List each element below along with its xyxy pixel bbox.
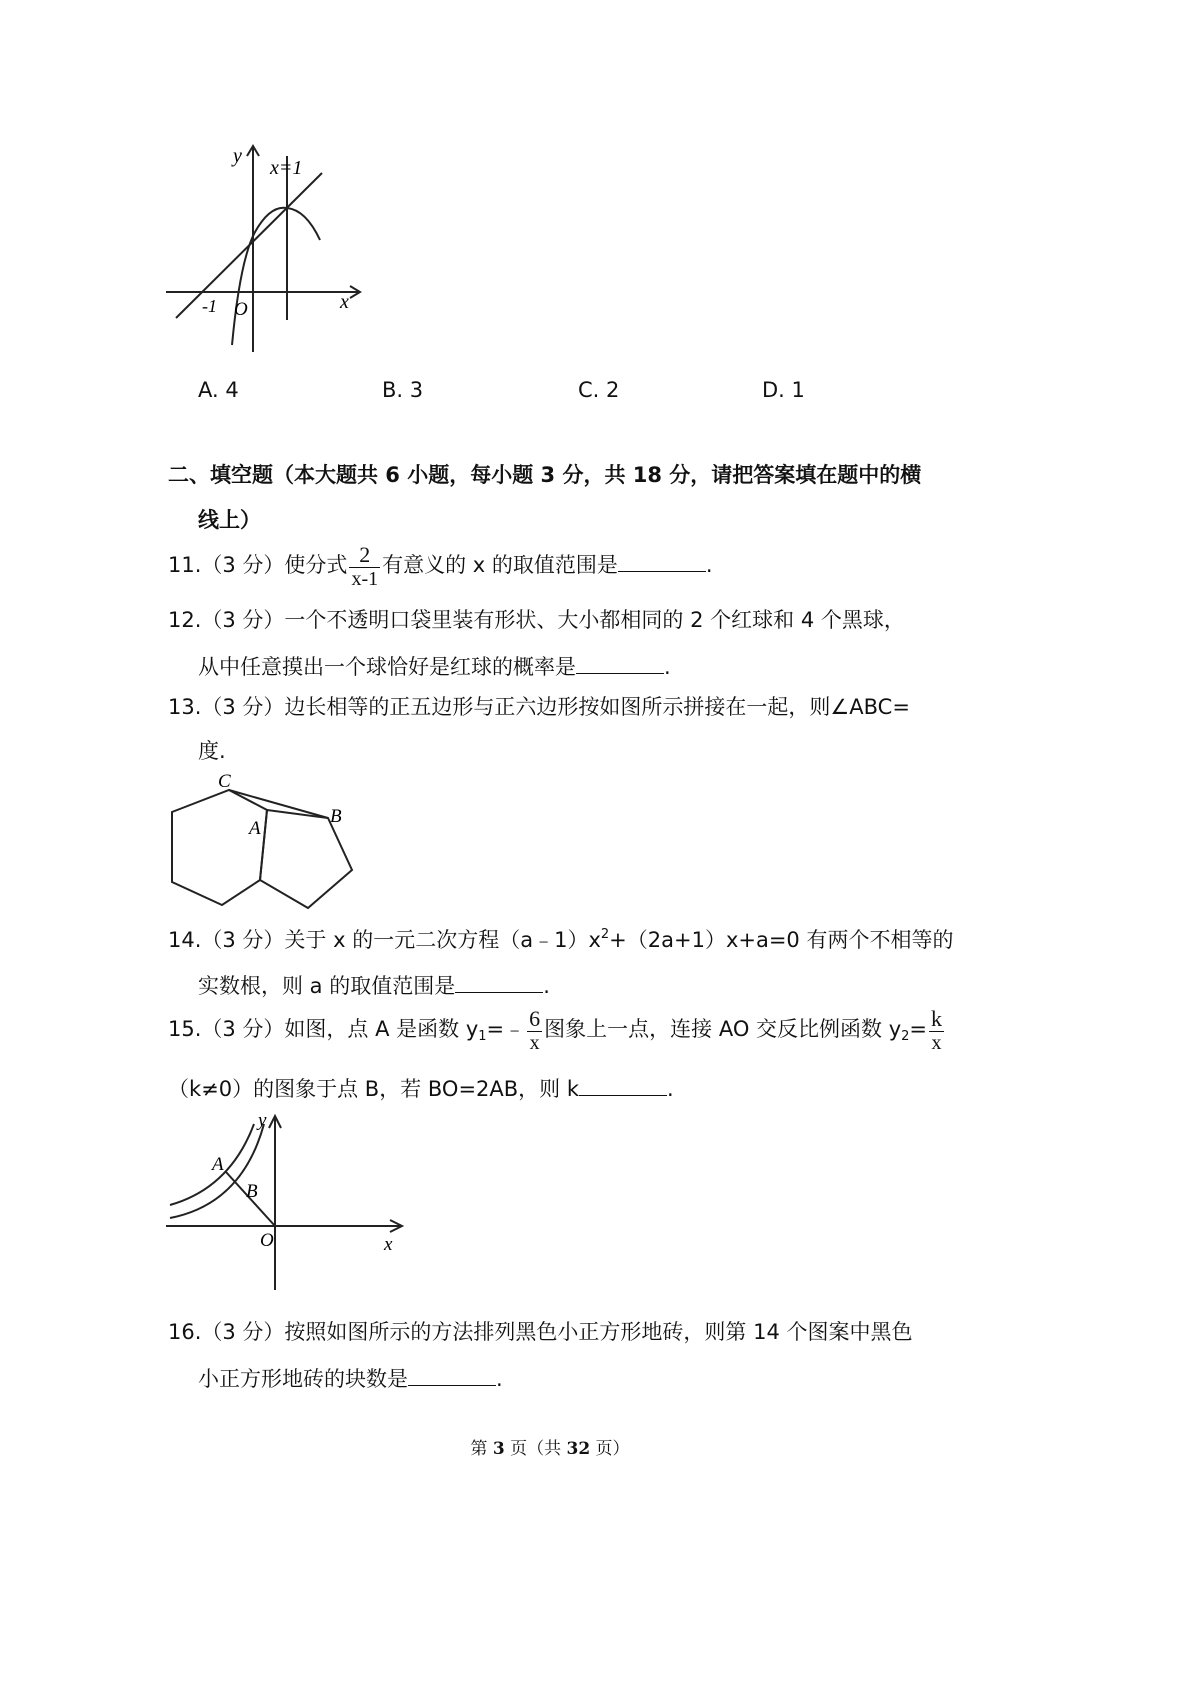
page-number: 3: [492, 1439, 505, 1459]
question-13-figure: [160, 770, 370, 915]
answer-blank: [408, 1367, 496, 1386]
page-footer: 第 3 页（共 32 页）: [470, 1439, 630, 1459]
answer-blank: [576, 655, 664, 674]
q13-label-a: A: [249, 818, 261, 839]
question-13-line2: 度.: [198, 739, 226, 763]
option-d: D. 1: [762, 378, 805, 402]
q15-label-o: O: [260, 1230, 274, 1251]
question-12-line1: 12.（3 分）一个不透明口袋里装有形状、大小都相同的 2 个红球和 4 个黑球，: [168, 608, 905, 632]
q13-label-b: B: [330, 806, 342, 827]
total-pages: 32: [566, 1439, 591, 1459]
option-a: A. 4: [198, 378, 239, 402]
q15-label-y: y: [258, 1110, 267, 1131]
answer-blank: [618, 553, 706, 572]
question-14-line1: 14.（3 分）关于 x 的一元二次方程$(a﹣1)x^2+(2a+1)x+a=0$ 有两个不相等的: [168, 927, 954, 952]
q15-label-x: x: [384, 1234, 393, 1255]
graph1-x1-label: x=1: [270, 157, 303, 179]
graph1-x-label: x: [340, 291, 349, 313]
option-c: C. 2: [578, 378, 620, 402]
question-16-line1: 16.（3 分）按照如图所示的方法排列黑色小正方形地砖，则第 14 个图案中黑色: [168, 1320, 913, 1344]
question-11: 11.（3 分）使分式 $\frac{2}{x-1}$ 有意义的 x 的取值范围是 .: [168, 541, 713, 590]
question-16-line2: 小正方形地砖的块数是 .: [198, 1367, 503, 1391]
section-heading-line1: 二、填空题（本大题共 6 小题，每小题 3 分，共 18 分，请把答案填在题中的横: [168, 463, 922, 487]
question-10-graph: [160, 140, 370, 360]
option-b: B. 3: [382, 378, 424, 402]
question-13-line1: 13.（3 分）边长相等的正五边形与正六边形按如图所示拼接在一起，则∠ABC=: [168, 695, 910, 719]
section-heading-line2: 线上）: [198, 508, 261, 532]
q11-fraction: $\frac{2}{x-1}$: [351, 541, 379, 590]
graph1-y-label: y: [233, 145, 242, 167]
q15-label-a: A: [212, 1154, 224, 1175]
answer-blank: [455, 974, 543, 993]
question-12-line2: 从中任意摸出一个球恰好是红球的概率是 .: [198, 655, 671, 679]
question-14-line2: 实数根，则 a 的取值范围是 .: [198, 974, 550, 998]
question-15-line2: （k≠0）的图象于点 B，若 BO=2AB，则 k .: [168, 1077, 674, 1101]
answer-blank: [579, 1077, 667, 1096]
q13-label-c: C: [218, 771, 231, 792]
question-15-figure: [160, 1110, 410, 1300]
q15-label-b: B: [246, 1181, 258, 1202]
q15-fraction-1: $\frac{6}{x}$: [529, 1005, 541, 1054]
graph1-neg1-label: -1: [202, 296, 217, 316]
graph1-origin-label: O: [234, 299, 248, 320]
question-15-line1: 15.（3 分）如图，点 A 是函数 $y_1=﹣$ $\frac{6}{x}$ 图象上一点，连接 AO 交反比例函数 $y_2=$ $\frac{k}{x}$: [168, 1005, 943, 1054]
q15-fraction-2: $\frac{k}{x}$: [931, 1005, 943, 1054]
